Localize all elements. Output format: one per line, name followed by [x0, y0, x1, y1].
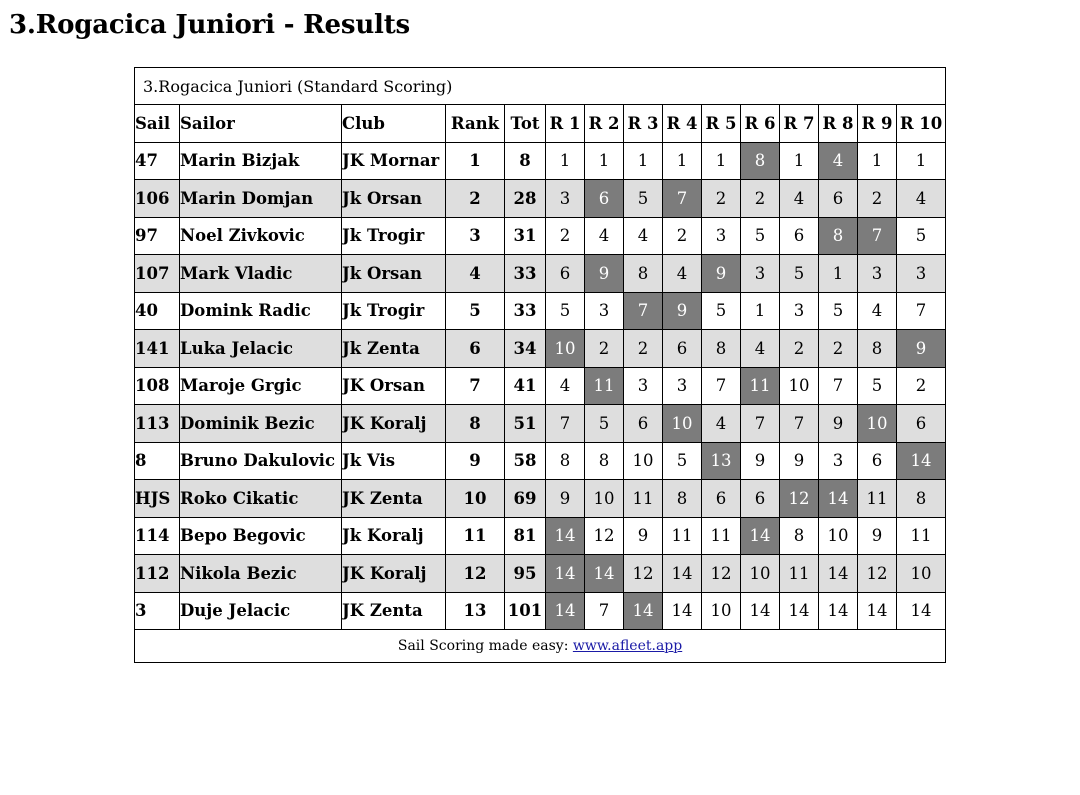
- race-score: 10: [624, 442, 663, 480]
- race-score: 14: [858, 592, 897, 630]
- race-score: 14: [819, 592, 858, 630]
- column-header: R 8: [819, 105, 858, 143]
- sailor-name: Domink Radic: [180, 292, 342, 330]
- race-score: 3: [546, 180, 585, 218]
- race-score: 10: [780, 367, 819, 405]
- race-score: 1: [858, 142, 897, 180]
- race-score: 10: [897, 555, 946, 593]
- race-score: 10: [819, 517, 858, 555]
- sail-number: 113: [135, 405, 180, 443]
- race-score: 14: [897, 592, 946, 630]
- total-cell: 33: [505, 292, 546, 330]
- club-name: JK Orsan: [342, 367, 446, 405]
- race-score: 11: [702, 517, 741, 555]
- race-score: 10: [702, 592, 741, 630]
- race-score: 6: [585, 180, 624, 218]
- sail-number: 8: [135, 442, 180, 480]
- race-score: 5: [702, 292, 741, 330]
- table-row: [135, 367, 946, 405]
- race-score: 1: [780, 142, 819, 180]
- race-score: 7: [897, 292, 946, 330]
- race-score: 2: [858, 180, 897, 218]
- table-row: [135, 480, 946, 518]
- club-name: Jk Trogir: [342, 292, 446, 330]
- sailor-name: Duje Jelacic: [180, 592, 342, 630]
- race-score: 5: [897, 217, 946, 255]
- race-score: 7: [741, 405, 780, 443]
- sail-number: 97: [135, 217, 180, 255]
- column-header: R 6: [741, 105, 780, 143]
- total-cell: 101: [505, 592, 546, 630]
- race-score: 8: [858, 330, 897, 368]
- total-cell: 34: [505, 330, 546, 368]
- race-score: 4: [858, 292, 897, 330]
- race-score: 8: [663, 480, 702, 518]
- race-score: 14: [741, 517, 780, 555]
- table-row: [135, 405, 946, 443]
- sailor-name: Dominik Bezic: [180, 405, 342, 443]
- header-row: [135, 105, 946, 143]
- table-row: [135, 517, 946, 555]
- rank-cell: 8: [446, 405, 505, 443]
- column-header: R 1: [546, 105, 585, 143]
- race-score: 6: [819, 180, 858, 218]
- column-header: R 9: [858, 105, 897, 143]
- rank-cell: 12: [446, 555, 505, 593]
- race-score: 8: [624, 255, 663, 293]
- sailor-name: Roko Cikatic: [180, 480, 342, 518]
- club-name: Jk Orsan: [342, 180, 446, 218]
- race-score: 14: [663, 592, 702, 630]
- race-score: 1: [585, 142, 624, 180]
- total-cell: 33: [505, 255, 546, 293]
- race-score: 11: [624, 480, 663, 518]
- race-score: 2: [741, 180, 780, 218]
- afleet-link[interactable]: www.afleet.app: [572, 638, 683, 654]
- race-score: 9: [663, 292, 702, 330]
- sail-number: 108: [135, 367, 180, 405]
- race-score: 7: [546, 405, 585, 443]
- column-header: Rank: [446, 105, 505, 143]
- race-score: 6: [858, 442, 897, 480]
- page-title: 3.Rogacica Juniori - Results: [9, 10, 410, 40]
- table-caption: 3.Rogacica Juniori (Standard Scoring): [135, 68, 946, 105]
- race-score: 6: [780, 217, 819, 255]
- club-name: Jk Zenta: [342, 330, 446, 368]
- race-score: 3: [741, 255, 780, 293]
- footer: [135, 630, 946, 663]
- race-score: 7: [585, 592, 624, 630]
- results-table: [134, 67, 946, 663]
- race-score: 11: [741, 367, 780, 405]
- race-score: 8: [780, 517, 819, 555]
- race-score: 9: [624, 517, 663, 555]
- race-score: 11: [858, 480, 897, 518]
- race-score: 9: [780, 442, 819, 480]
- race-score: 9: [858, 517, 897, 555]
- table-row: [135, 442, 946, 480]
- race-score: 2: [819, 330, 858, 368]
- sail-number: 112: [135, 555, 180, 593]
- rank-cell: 13: [446, 592, 505, 630]
- race-score: 10: [741, 555, 780, 593]
- race-score: 14: [819, 555, 858, 593]
- sail-number: 3: [135, 592, 180, 630]
- race-score: 6: [663, 330, 702, 368]
- race-score: 5: [663, 442, 702, 480]
- sail-number: 107: [135, 255, 180, 293]
- race-score: 9: [702, 255, 741, 293]
- table-row: [135, 180, 946, 218]
- race-score: 14: [897, 442, 946, 480]
- race-score: 2: [702, 180, 741, 218]
- race-score: 14: [819, 480, 858, 518]
- race-score: 8: [741, 142, 780, 180]
- total-cell: 41: [505, 367, 546, 405]
- race-score: 7: [780, 405, 819, 443]
- race-score: 3: [585, 292, 624, 330]
- sail-number: 40: [135, 292, 180, 330]
- sail-number: 114: [135, 517, 180, 555]
- rank-cell: 6: [446, 330, 505, 368]
- total-cell: 81: [505, 517, 546, 555]
- race-score: 1: [741, 292, 780, 330]
- column-header: R 3: [624, 105, 663, 143]
- race-score: 14: [546, 517, 585, 555]
- race-score: 14: [546, 592, 585, 630]
- race-score: 3: [663, 367, 702, 405]
- race-score: 3: [780, 292, 819, 330]
- race-score: 13: [702, 442, 741, 480]
- race-score: 2: [585, 330, 624, 368]
- table-row: [135, 592, 946, 630]
- race-score: 3: [624, 367, 663, 405]
- race-score: 1: [624, 142, 663, 180]
- total-cell: 28: [505, 180, 546, 218]
- race-score: 2: [663, 217, 702, 255]
- race-score: 8: [702, 330, 741, 368]
- race-score: 14: [624, 592, 663, 630]
- sailor-name: Maroje Grgic: [180, 367, 342, 405]
- club-name: Jk Vis: [342, 442, 446, 480]
- column-header: R 5: [702, 105, 741, 143]
- race-score: 2: [780, 330, 819, 368]
- race-score: 4: [819, 142, 858, 180]
- race-score: 6: [546, 255, 585, 293]
- race-score: 8: [546, 442, 585, 480]
- club-name: JK Zenta: [342, 480, 446, 518]
- race-score: 6: [702, 480, 741, 518]
- column-header: Sail: [135, 105, 180, 143]
- rank-cell: 3: [446, 217, 505, 255]
- race-score: 11: [585, 367, 624, 405]
- club-name: Jk Koralj: [342, 517, 446, 555]
- club-name: JK Koralj: [342, 405, 446, 443]
- race-score: 10: [546, 330, 585, 368]
- sailor-name: Luka Jelacic: [180, 330, 342, 368]
- race-score: 1: [702, 142, 741, 180]
- race-score: 2: [897, 367, 946, 405]
- race-score: 10: [663, 405, 702, 443]
- race-score: 4: [663, 255, 702, 293]
- race-score: 6: [624, 405, 663, 443]
- race-score: 9: [546, 480, 585, 518]
- club-name: JK Mornar: [342, 142, 446, 180]
- rank-cell: 4: [446, 255, 505, 293]
- sail-number: 106: [135, 180, 180, 218]
- column-header: Sailor: [180, 105, 342, 143]
- rank-cell: 7: [446, 367, 505, 405]
- race-score: 4: [702, 405, 741, 443]
- race-score: 7: [858, 217, 897, 255]
- race-score: 12: [702, 555, 741, 593]
- race-score: 3: [897, 255, 946, 293]
- sailor-name: Nikola Bezic: [180, 555, 342, 593]
- sail-number: 141: [135, 330, 180, 368]
- race-score: 12: [624, 555, 663, 593]
- total-cell: 8: [505, 142, 546, 180]
- race-score: 5: [780, 255, 819, 293]
- race-score: 8: [585, 442, 624, 480]
- race-score: 14: [663, 555, 702, 593]
- total-cell: 69: [505, 480, 546, 518]
- race-score: 8: [819, 217, 858, 255]
- race-score: 5: [624, 180, 663, 218]
- race-score: 3: [819, 442, 858, 480]
- column-header: Tot: [505, 105, 546, 143]
- race-score: 4: [741, 330, 780, 368]
- race-score: 6: [897, 405, 946, 443]
- rank-cell: 2: [446, 180, 505, 218]
- race-score: 14: [585, 555, 624, 593]
- sailor-name: Marin Domjan: [180, 180, 342, 218]
- race-score: 9: [819, 405, 858, 443]
- race-score: 14: [546, 555, 585, 593]
- race-score: 4: [585, 217, 624, 255]
- club-name: Jk Trogir: [342, 217, 446, 255]
- column-header: R 7: [780, 105, 819, 143]
- race-score: 9: [585, 255, 624, 293]
- club-name: JK Zenta: [342, 592, 446, 630]
- race-score: 5: [741, 217, 780, 255]
- race-score: 5: [546, 292, 585, 330]
- race-score: 9: [741, 442, 780, 480]
- column-header: Club: [342, 105, 446, 143]
- sail-number: 47: [135, 142, 180, 180]
- rank-cell: 11: [446, 517, 505, 555]
- rank-cell: 9: [446, 442, 505, 480]
- race-score: 11: [663, 517, 702, 555]
- table-row: [135, 292, 946, 330]
- race-score: 7: [819, 367, 858, 405]
- race-score: 5: [585, 405, 624, 443]
- race-score: 11: [780, 555, 819, 593]
- sailor-name: Mark Vladic: [180, 255, 342, 293]
- race-score: 8: [897, 480, 946, 518]
- race-score: 1: [663, 142, 702, 180]
- total-cell: 58: [505, 442, 546, 480]
- race-score: 10: [585, 480, 624, 518]
- sailor-name: Noel Zivkovic: [180, 217, 342, 255]
- rank-cell: 1: [446, 142, 505, 180]
- club-name: JK Koralj: [342, 555, 446, 593]
- total-cell: 51: [505, 405, 546, 443]
- race-score: 7: [702, 367, 741, 405]
- sailor-name: Marin Bizjak: [180, 142, 342, 180]
- race-score: 4: [897, 180, 946, 218]
- total-cell: 95: [505, 555, 546, 593]
- table-row: [135, 217, 946, 255]
- club-name: Jk Orsan: [342, 255, 446, 293]
- race-score: 3: [702, 217, 741, 255]
- race-score: 6: [741, 480, 780, 518]
- race-score: 2: [624, 330, 663, 368]
- table-row: [135, 555, 946, 593]
- table-row: [135, 142, 946, 180]
- race-score: 14: [780, 592, 819, 630]
- race-score: 9: [897, 330, 946, 368]
- race-score: 7: [663, 180, 702, 218]
- race-score: 4: [624, 217, 663, 255]
- race-score: 7: [624, 292, 663, 330]
- race-score: 1: [819, 255, 858, 293]
- race-score: 4: [780, 180, 819, 218]
- race-score: 1: [897, 142, 946, 180]
- rank-cell: 5: [446, 292, 505, 330]
- footer-text: Sail Scoring made easy:: [397, 638, 573, 654]
- table-row: [135, 255, 946, 293]
- race-score: 11: [897, 517, 946, 555]
- race-score: 1: [546, 142, 585, 180]
- rank-cell: 10: [446, 480, 505, 518]
- race-score: 5: [858, 367, 897, 405]
- table-row: [135, 330, 946, 368]
- race-score: 4: [546, 367, 585, 405]
- race-score: 12: [585, 517, 624, 555]
- race-score: 12: [858, 555, 897, 593]
- sailor-name: Bruno Dakulovic: [180, 442, 342, 480]
- race-score: 14: [741, 592, 780, 630]
- race-score: 10: [858, 405, 897, 443]
- column-header: R 10: [897, 105, 946, 143]
- sailor-name: Bepo Begovic: [180, 517, 342, 555]
- race-score: 12: [780, 480, 819, 518]
- sail-number: HJS: [135, 480, 180, 518]
- total-cell: 31: [505, 217, 546, 255]
- race-score: 5: [819, 292, 858, 330]
- race-score: 2: [546, 217, 585, 255]
- race-score: 3: [858, 255, 897, 293]
- column-header: R 2: [585, 105, 624, 143]
- column-header: R 4: [663, 105, 702, 143]
